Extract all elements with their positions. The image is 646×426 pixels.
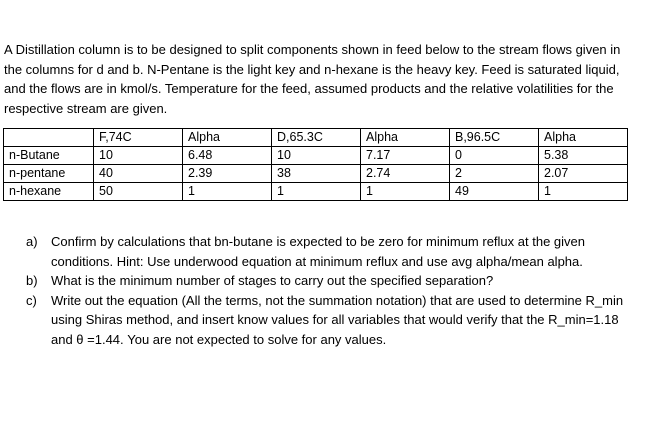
table-row — [4, 165, 628, 183]
distillation-data-table — [3, 128, 628, 201]
header-cell-distillate-alpha: Alpha — [361, 129, 450, 147]
table-header-row — [4, 129, 628, 147]
question-item-b — [26, 271, 626, 291]
table-cell: 2.07 — [539, 165, 628, 183]
question-text: Confirm by calculations that bn-butane is expected to be zero for minimum reflux at the given conditions. Hint: Use underwood equation at minimum reflux and use avg alpha/mean alpha. — [51, 234, 585, 269]
table-cell: 50 — [94, 183, 183, 201]
table-cell: 1 — [183, 183, 272, 201]
table-cell: 2 — [450, 165, 539, 183]
table-cell: 5.38 — [539, 147, 628, 165]
table-cell: 10 — [272, 147, 361, 165]
problem-intro: A Distillation column is to be designed to split components shown in feed below to the stream flows given in the columns for d and b. N-Pentane is the light key and n-hexane is the heavy key. Feed is saturated liquid, and the flows are in kmol/s. Temperature for the feed, assumed products and the relative volatilities for the respective stream are given. — [4, 42, 621, 116]
table-cell: 49 — [450, 183, 539, 201]
table-cell: 7.17 — [361, 147, 450, 165]
question-text: What is the minimum number of stages to carry out the specified separation? — [51, 273, 494, 288]
table-cell: 2.39 — [183, 165, 272, 183]
table-cell: 1 — [272, 183, 361, 201]
question-marker: a) — [26, 234, 38, 249]
table-cell: n-pentane — [4, 165, 94, 183]
table-cell: 0 — [450, 147, 539, 165]
question-marker: b) — [26, 273, 38, 288]
question-item-c — [26, 291, 626, 350]
table-cell: 1 — [539, 183, 628, 201]
header-cell-bottoms-alpha: Alpha — [539, 129, 628, 147]
question-item-a — [26, 232, 626, 271]
table-cell: 1 — [361, 183, 450, 201]
table-cell: 6.48 — [183, 147, 272, 165]
table-row — [4, 147, 628, 165]
table-cell: 10 — [94, 147, 183, 165]
question-marker: c) — [26, 292, 37, 308]
table-cell: 2.74 — [361, 165, 450, 183]
table-cell: 38 — [272, 165, 361, 183]
table-cell: 40 — [94, 165, 183, 183]
question-text: Write out the equation (All the terms, not the summation notation) that are used to determine R_min using Shiras method, and insert know values for all variables that would verify that the R_min=1.18 and θ =1.44. You are not expected to solve for any values. — [51, 292, 624, 347]
question-list — [26, 232, 626, 349]
header-cell-blank — [4, 129, 94, 147]
table-cell: n-Butane — [4, 147, 94, 165]
header-cell-bottoms: B,96.5C — [450, 129, 539, 147]
header-cell-feed-alpha: Alpha — [183, 129, 272, 147]
table-cell: n-hexane — [4, 183, 94, 201]
header-cell-feed: F,74C — [94, 129, 183, 147]
table-row — [4, 183, 628, 201]
header-cell-distillate: D,65.3C — [272, 129, 361, 147]
